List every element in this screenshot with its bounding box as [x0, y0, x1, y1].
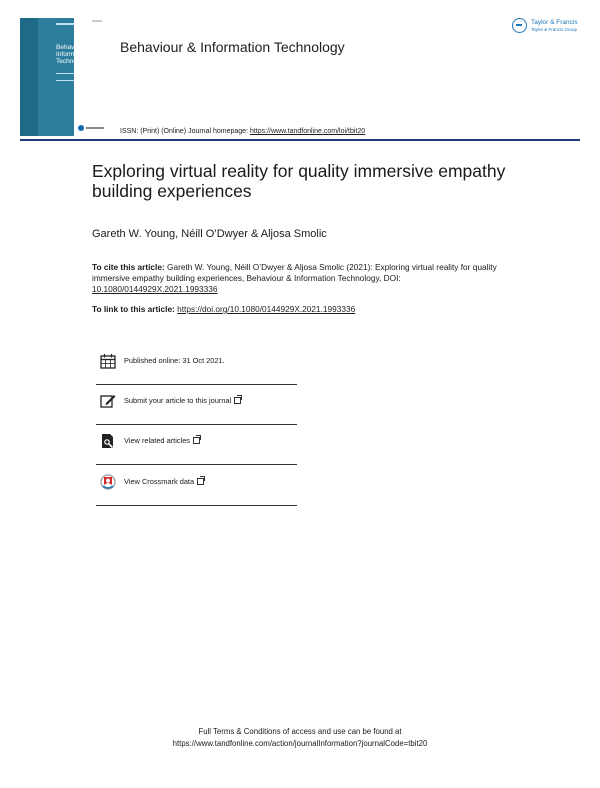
- journal-homepage-link[interactable]: https://www.tandfonline.com/loi/tbit20: [249, 128, 366, 135]
- calendar-icon: [100, 353, 116, 369]
- edit-icon: [100, 393, 116, 409]
- footer-terms-link[interactable]: https://www.tandfonline.com/action/journalInformation?journalCode=tbit20: [172, 739, 428, 748]
- citation-block: [92, 262, 512, 295]
- publisher-name: Taylor & Francis: [531, 19, 578, 26]
- journal-cover: [20, 18, 92, 136]
- cite-label: To cite this article:: [92, 262, 165, 272]
- external-link-icon: [234, 397, 241, 404]
- journal-title[interactable]: Behaviour & Information Technology: [120, 39, 345, 55]
- header-divider: [20, 139, 580, 141]
- cover-strip: [20, 18, 38, 136]
- cover-mark: [92, 20, 102, 22]
- related-articles-icon: [100, 433, 116, 449]
- cover-rule: [56, 80, 74, 81]
- submit-article-item[interactable]: [96, 385, 297, 425]
- item-divider: [96, 464, 297, 465]
- submit-article-label[interactable]: [124, 396, 241, 405]
- publisher-logo[interactable]: [512, 18, 584, 38]
- external-link-icon: [193, 437, 200, 444]
- submit-article-text: Submit your article to this journal: [124, 396, 232, 405]
- footer: [0, 726, 600, 750]
- issn-prefix: ISSN: (Print) (Online) Journal homepage:: [120, 128, 250, 135]
- crossmark-text: View Crossmark data: [124, 477, 195, 486]
- publisher-logo-icon: [512, 18, 527, 33]
- cover-title: Behaviour & Information Technology: [56, 44, 92, 65]
- published-online-item: [96, 345, 297, 385]
- related-articles-item[interactable]: [96, 425, 297, 465]
- crossmark-icon: [100, 474, 116, 490]
- link-label: To link to this article:: [92, 304, 178, 314]
- article-doi-link[interactable]: https://doi.org/10.1080/0144929X.2021.1993336: [177, 304, 356, 314]
- footer-line-1: Full Terms & Conditions of access and use can be found at: [198, 727, 402, 736]
- issn-line: [120, 128, 365, 135]
- related-articles-text: View related articles: [124, 436, 190, 445]
- crossmark-label[interactable]: [124, 477, 204, 486]
- cover-rule: [56, 73, 74, 74]
- article-link-line: [92, 304, 355, 314]
- article-authors: Gareth W. Young, Néill O’Dwyer & Aljosa Smolic: [92, 228, 327, 240]
- publisher-small-logo: [78, 125, 104, 131]
- related-articles-label[interactable]: [124, 436, 200, 445]
- external-link-icon: [197, 478, 204, 485]
- cite-text: Gareth W. Young, Néill O’Dwyer & Aljosa Smolic (2021): Exploring virtual reality for quality immersive empathy building experiences, Behaviour & Information Technology, DOI:: [92, 262, 497, 283]
- cover-rule: [56, 23, 74, 25]
- article-title: Exploring virtual reality for quality immersive empathy building experiences: [92, 161, 506, 201]
- cite-doi-link[interactable]: 10.1080/0144929X.2021.1993336: [92, 284, 218, 294]
- item-divider: [96, 505, 297, 506]
- crossmark-item[interactable]: [96, 466, 297, 506]
- published-online-label: Published online: 31 Oct 2021.: [124, 356, 225, 365]
- publisher-sub: Taylor & Francis Group: [531, 27, 578, 32]
